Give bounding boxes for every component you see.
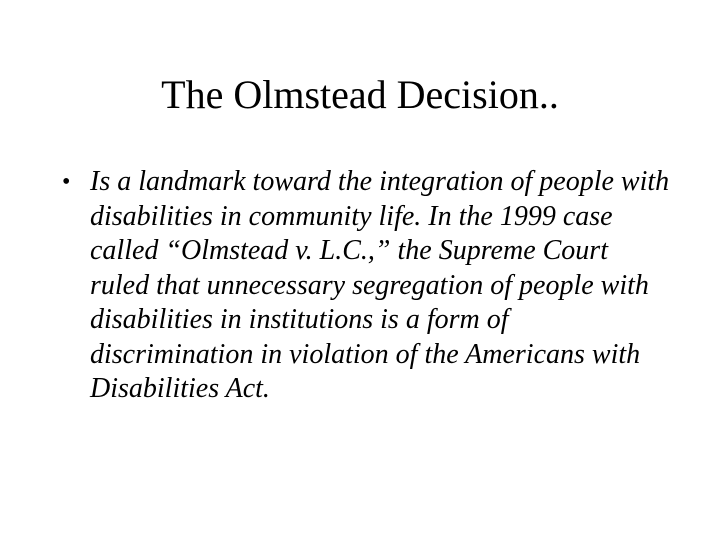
- bullet-item: [50, 165, 670, 407]
- bullet-text: Is a landmark toward the integration of people with disabilities in community life. In the 1999 case called “Olmstead v. L.C.,” the Supreme Court ruled that unnecessary segregation of people with disabilities in institutions is a form of discrimination in violation of the Americans with Disabilities Act.: [90, 166, 670, 404]
- bullet-list: [50, 165, 670, 407]
- bullet-marker: •: [62, 169, 71, 195]
- slide-title: The Olmstead Decision..: [161, 72, 559, 117]
